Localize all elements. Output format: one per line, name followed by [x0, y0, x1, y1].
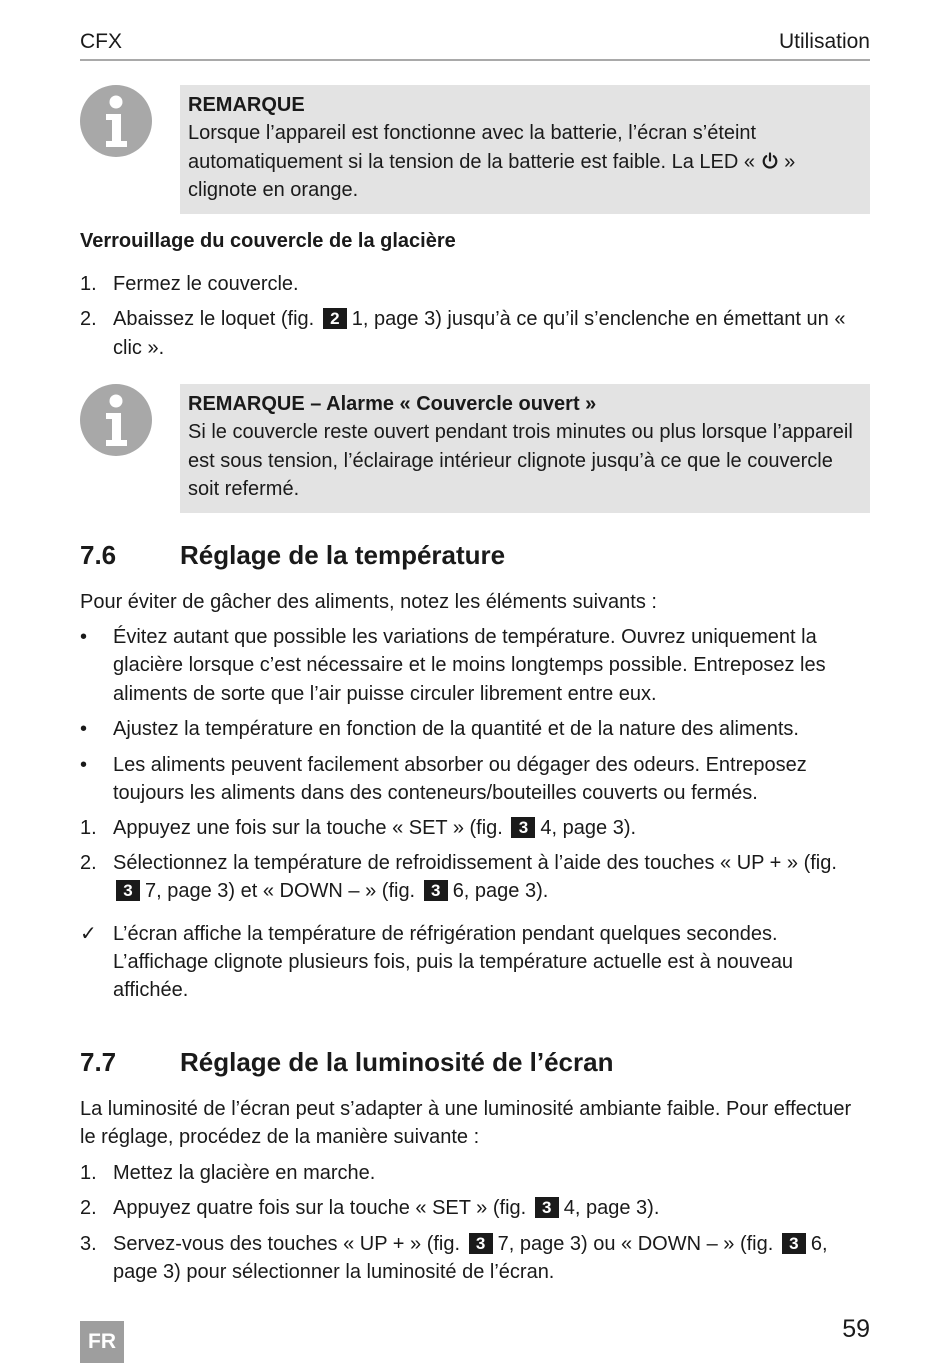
note-body — [188, 119, 862, 205]
list-item — [80, 715, 870, 743]
list-item — [80, 920, 870, 1005]
step-text: Sélectionnez la température de refroidissement à l’aide des touches « UP + » (fig. — [113, 851, 837, 874]
list-item — [80, 849, 870, 906]
note-title: REMARQUE — [188, 94, 305, 116]
bullet: • — [80, 718, 88, 741]
paragraph: La luminosité de l’écran peut s’adapter à une luminosité ambiante faible. Pour effectuer le réglage, procédez de la manière suivante : — [80, 1098, 852, 1149]
step-text: 4, page 3). — [563, 1197, 660, 1220]
figure-ref-badge: 2 — [323, 308, 347, 329]
page-header — [80, 28, 870, 61]
bullet: • — [80, 753, 88, 776]
list-item — [80, 751, 870, 808]
step-number: 2. — [80, 851, 97, 874]
section-heading — [80, 540, 505, 571]
paragraph: Pour éviter de gâcher des aliments, notez les éléments suivants : — [80, 591, 657, 613]
figure-ref-badge: 3 — [782, 1233, 806, 1254]
figure-ref-badge: 3 — [116, 880, 140, 901]
figure-ref-badge: 3 — [511, 817, 535, 838]
note-box — [180, 85, 870, 214]
step-text: 7, page 3) ou « DOWN – » (fig. — [497, 1232, 774, 1255]
power-icon — [761, 152, 779, 170]
info-icon — [80, 85, 152, 157]
step-text: Appuyez une fois sur la touche « SET » (fig. — [113, 817, 503, 840]
step-text: Mettez la glacière en marche. — [113, 1162, 376, 1184]
note-box — [180, 384, 870, 513]
list-item — [80, 814, 870, 842]
info-icon — [80, 384, 152, 456]
list-item — [80, 623, 870, 708]
section-heading — [80, 1047, 613, 1078]
section-title: Réglage de la température — [180, 540, 506, 570]
language-badge: FR — [80, 1321, 124, 1363]
note-text-end: » clignote en orange. — [188, 150, 796, 202]
header-chapter: Utilisation — [778, 30, 870, 53]
lock-heading: Verrouillage du couvercle de la glacière — [80, 230, 456, 252]
section-number: 7.6 — [80, 540, 117, 570]
step-number: 1. — [80, 817, 97, 840]
figure-ref-badge: 3 — [469, 1233, 493, 1254]
lock-steps — [80, 270, 870, 369]
figure-ref-badge: 3 — [424, 880, 448, 901]
step-number: 2. — [80, 1197, 97, 1220]
brightness-steps — [80, 1159, 870, 1294]
bullet: • — [80, 626, 88, 648]
step-text: 4, page 3). — [540, 817, 637, 840]
checkmark-icon: ✓ — [80, 922, 97, 945]
step-text: 6, page 3) pour sélectionner la luminosité de l’écran. — [113, 1232, 828, 1284]
bullet-text: Évitez autant que possible les variations de température. Ouvrez uniquement la glacière lorsque c’est nécessaire et le moins longtemps possible. Entreposez les aliments de sorte que l’air puisse circuler librement entre eux. — [113, 626, 826, 705]
figure-ref-badge: 3 — [535, 1197, 559, 1218]
note-body: Si le couvercle reste ouvert pendant trois minutes ou plus lorsque l’appareil est sous tension, l’éclairage intérieur clignote jusqu’à ce que le couvercle soit refermé. — [188, 421, 853, 501]
result-text: L’écran affiche la température de réfrigération pendant quelques secondes. L’affichage clignote plusieurs fois, puis la température actuelle est à nouveau affichée. — [113, 922, 794, 1002]
list-item — [80, 270, 870, 298]
step-text: 7, page 3) et « DOWN – » (fig. — [145, 880, 416, 903]
step-number: 2. — [80, 308, 97, 331]
note-text: Lorsque l’appareil est fonctionne avec la batterie, l’écran s’éteint automatiquement si la tension de la batterie est faible. La LED « — [188, 122, 761, 173]
step-text: Abaissez le loquet (fig. — [113, 308, 315, 331]
section-number: 7.7 — [80, 1047, 117, 1077]
list-item — [80, 1194, 870, 1222]
step-text: 6, page 3). — [452, 880, 549, 903]
list-item — [80, 305, 870, 362]
header-product: CFX — [80, 30, 122, 53]
step-text: Servez-vous des touches « UP + » (fig. — [113, 1232, 461, 1255]
step-text: Fermez le couvercle. — [113, 273, 299, 295]
step-number: 1. — [80, 1162, 97, 1184]
bullet-text: Les aliments peuvent facilement absorber ou dégager des odeurs. Entreposez toujours les aliments dans des conteneurs/bouteilles couverts ou fermés. — [113, 753, 807, 805]
page-number: 59 — [842, 1315, 870, 1343]
step-number: 1. — [80, 273, 97, 295]
note-title: REMARQUE – Alarme « Couvercle ouvert » — [188, 393, 597, 415]
step-number: 3. — [80, 1232, 97, 1255]
section-title: Réglage de la luminosité de l’écran — [180, 1047, 614, 1077]
bullet-text: Ajustez la température en fonction de la quantité et de la nature des aliments. — [113, 718, 799, 741]
manual-page — [80, 0, 870, 1365]
step-text: 1, page 3) jusqu’à ce qu’il s’enclenche en émettant un « clic ». — [113, 308, 846, 359]
step-text: Appuyez quatre fois sur la touche « SET » (fig. — [113, 1197, 527, 1220]
temperature-list — [80, 623, 870, 1012]
list-item — [80, 1159, 870, 1187]
list-item — [80, 1230, 870, 1287]
